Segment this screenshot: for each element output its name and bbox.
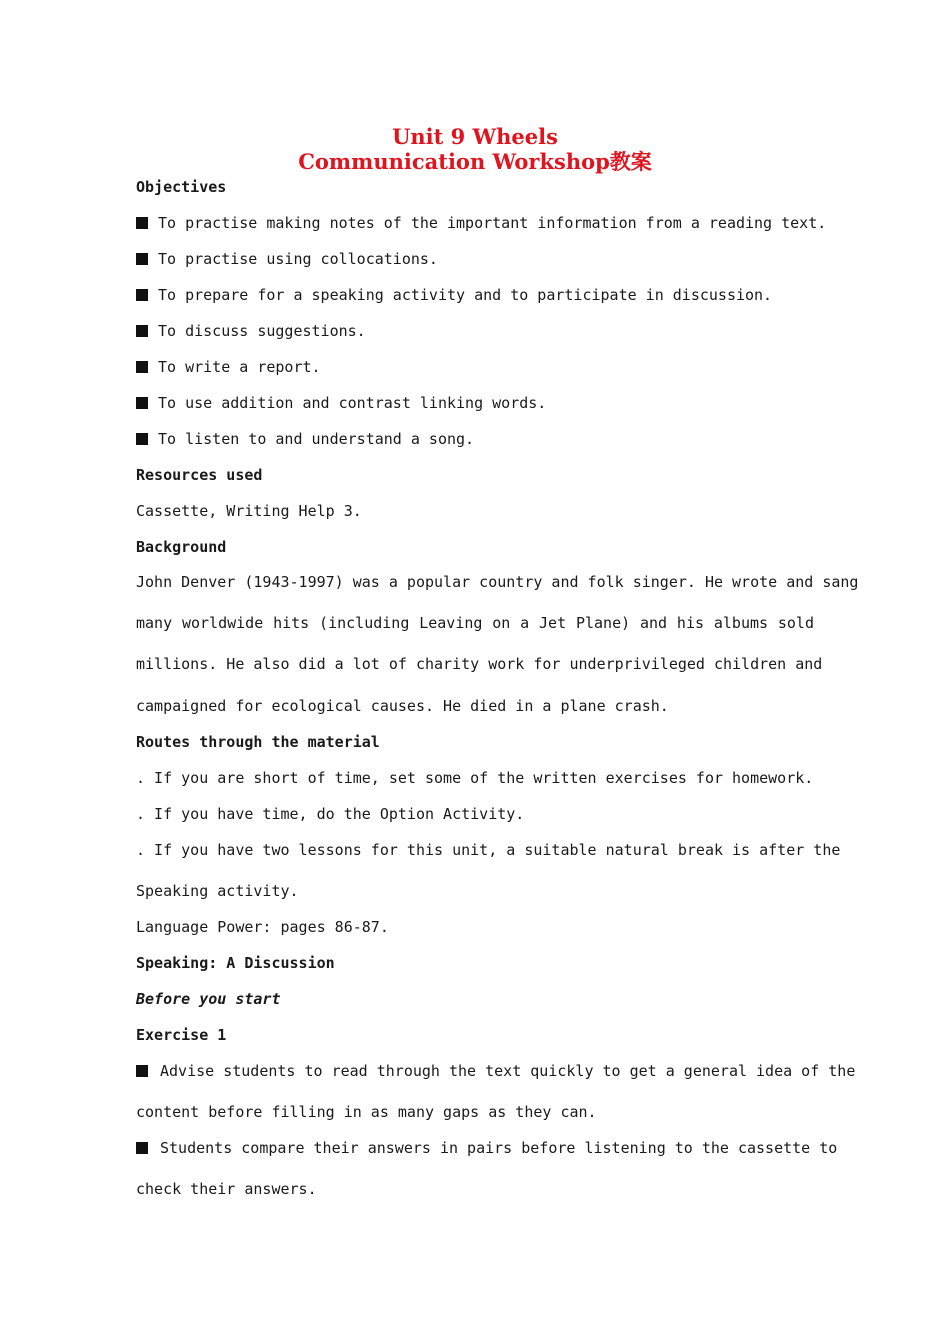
square-bullet-icon — [136, 325, 148, 337]
objective-item: To practise making notes of the important information from a reading text. — [136, 213, 814, 233]
square-bullet-icon — [136, 433, 148, 445]
resources-text: Cassette, Writing Help 3. — [136, 502, 362, 520]
exercise-bullet: Advise students to read through the text quickly to get a general idea of the — [136, 1061, 814, 1081]
objectives-heading: Objectives — [136, 178, 227, 196]
exercise-bullet-continued: check their answers. — [136, 1180, 317, 1198]
routes-item: . If you have two lessons for this unit, a suitable natural break is after the — [136, 841, 841, 859]
square-bullet-icon — [136, 217, 148, 229]
square-bullet-icon — [136, 361, 148, 373]
routes-item-continued: Speaking activity. — [136, 882, 299, 900]
language-power-text: Language Power: pages 86-87. — [136, 918, 389, 936]
routes-heading: Routes through the material — [136, 733, 380, 751]
background-heading: Background — [136, 538, 227, 556]
square-bullet-icon — [136, 1065, 148, 1077]
square-bullet-icon — [136, 1142, 148, 1154]
background-line: campaigned for ecological causes. He died in a plane crash. — [136, 697, 669, 715]
exercise-bullet-continued: content before filling in as many gaps as they can. — [136, 1103, 597, 1121]
exercise-bullet: Students compare their answers in pairs before listening to the cassette to — [136, 1138, 814, 1158]
square-bullet-icon — [136, 253, 148, 265]
objective-item: To practise using collocations. — [136, 249, 814, 269]
resources-heading: Resources used — [136, 466, 263, 484]
objective-item: To listen to and understand a song. — [136, 429, 814, 449]
title-line-2: Communication Workshop教案 — [298, 149, 652, 174]
square-bullet-icon — [136, 397, 148, 409]
title-line-1: Unit 9 Wheels — [392, 124, 558, 149]
background-line: many worldwide hits (including Leaving on a Jet Plane) and his albums sold — [136, 614, 814, 632]
objective-item: To write a report. — [136, 357, 814, 377]
objective-item: To prepare for a speaking activity and to participate in discussion. — [136, 285, 814, 305]
routes-item: . If you are short of time, set some of the written exercises for homework. — [136, 769, 814, 787]
square-bullet-icon — [136, 289, 148, 301]
before-you-start-heading: Before you start — [136, 990, 281, 1008]
speaking-heading: Speaking: A Discussion — [136, 954, 335, 972]
routes-item: . If you have time, do the Option Activity. — [136, 805, 525, 823]
objective-item: To use addition and contrast linking words. — [136, 393, 814, 413]
background-line: millions. He also did a lot of charity work for underprivileged children and — [136, 655, 823, 673]
exercise-heading: Exercise 1 — [136, 1026, 227, 1044]
objective-item: To discuss suggestions. — [136, 321, 814, 341]
background-line: John Denver (1943-1997) was a popular country and folk singer. He wrote and sang — [136, 573, 859, 591]
